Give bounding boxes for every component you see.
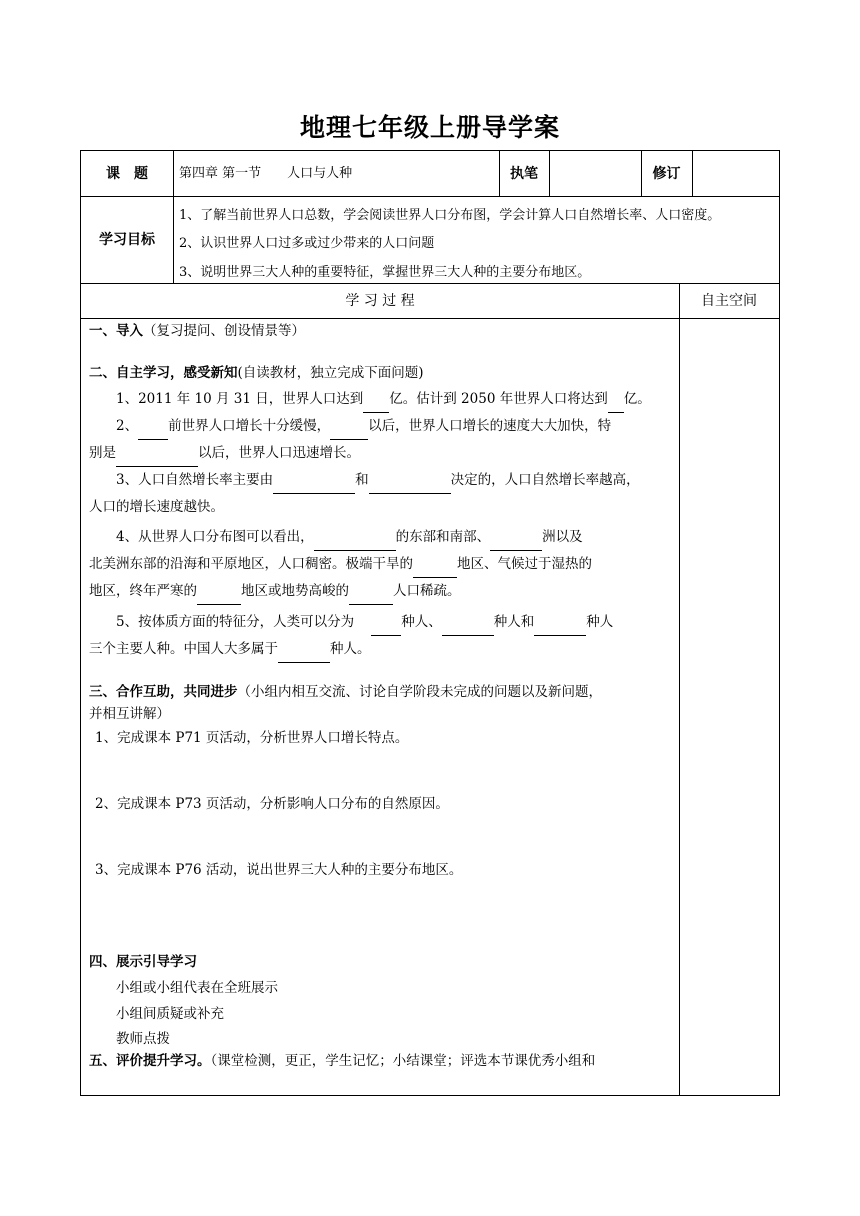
question-4-cont: 地区，终年严寒的 地区或地势高峻的 人口稀疏。: [89, 578, 679, 605]
col-divider: [679, 283, 680, 1095]
blank-field[interactable]: [273, 467, 355, 494]
process-content: [89, 318, 679, 1071]
col-divider: [692, 151, 693, 196]
revise-field[interactable]: [694, 157, 776, 191]
row-divider: [81, 196, 779, 197]
process-header: 学 习 过 程: [345, 293, 415, 309]
question-1: 1、2011 年 10 月 31 日，世界人口达到 亿。估计到 2050 年世界人口将达到 亿。: [89, 386, 679, 413]
question-2: 2、 前世界人口增长十分缓慢， 以后，世界人口增长的速度大大加快，特: [89, 413, 679, 440]
blank-field[interactable]: [330, 413, 368, 440]
row-divider: [81, 283, 779, 284]
showcase-item: 小组间质疑或补充: [116, 1006, 224, 1022]
question-5: 5、按体质方面的特征分，人类可以分为 种人、 种人和 种人: [89, 609, 679, 636]
blank-field[interactable]: [369, 467, 451, 494]
blank-field[interactable]: [138, 413, 168, 440]
question-3-cont: 人口的增长速度越快。: [89, 499, 224, 515]
objective-item: 1、了解当前世界人口总数，学会阅读世界人口分布图，学会计算人口自然增长率、人口密度。: [179, 208, 721, 223]
question-3: 3、人口自然增长率主要由 和 决定的，人口自然增长率越高，: [89, 467, 679, 494]
blank-field[interactable]: [371, 609, 401, 636]
question-5-cont: 三个主要人种。中国人大多属于 种人。: [89, 636, 679, 663]
blank-field[interactable]: [349, 578, 393, 605]
showcase-item: 教师点拨: [116, 1031, 170, 1047]
blank-field[interactable]: [116, 440, 198, 467]
worksheet-table: [80, 150, 780, 1096]
blank-field[interactable]: [534, 609, 586, 636]
blank-field[interactable]: [490, 524, 542, 551]
showcase-item: 小组或小组代表在全班展示: [116, 980, 278, 996]
question-2-cont: 别是 以后，世界人口迅速增长。: [89, 440, 679, 467]
section-evaluation: 五、评价提升学习。（课堂检测，更正，学生记忆；小结课堂；评选本节课优秀小组和: [89, 1053, 596, 1069]
self-space-header: 自主空间: [701, 293, 757, 309]
blank-field[interactable]: [278, 636, 330, 663]
topic-label: 课 题: [106, 166, 148, 182]
objectives-label: 学习目标: [99, 232, 155, 248]
section-cooperation: 三、合作互助，共同进步（小组内相互交流、讨论自学阶段未完成的问题以及新问题， 并相互讲解）: [89, 684, 602, 722]
coop-task-3: 3、完成课本 P76 活动，说出世界三大人种的主要分布地区。: [95, 862, 463, 878]
objective-item: 2、认识世界人口过多或过少带来的人口问题: [179, 236, 435, 251]
col-divider: [173, 151, 174, 283]
self-space-area[interactable]: [681, 321, 777, 1091]
document-title: 地理七年级上册导学案: [299, 113, 560, 142]
blank-field[interactable]: [608, 386, 624, 413]
question-4: 4、从世界人口分布图可以看出， 的东部和南部、 洲以及: [89, 524, 679, 551]
blank-field[interactable]: [363, 386, 389, 413]
objective-item: 3、说明世界三大人种的重要特征，掌握世界三大人种的主要分布地区。: [179, 265, 591, 280]
coop-task-1: 1、完成课本 P71 页活动，分析世界人口增长特点。: [95, 730, 409, 746]
blank-field[interactable]: [442, 609, 494, 636]
revise-label: 修订: [652, 166, 681, 182]
blank-field[interactable]: [314, 524, 396, 551]
blank-field[interactable]: [413, 551, 457, 578]
col-divider: [549, 151, 550, 196]
question-4-cont: 北美洲东部的沿海和平原地区，人口稠密。极端干旱的 地区、气候过于湿热的: [89, 551, 679, 578]
blank-field[interactable]: [197, 578, 241, 605]
coop-task-2: 2、完成课本 P73 页活动，分析影响人口分布的自然原因。: [95, 796, 449, 812]
section-self-study: 二、自主学习，感受新知(自读教材，独立完成下面问题): [89, 365, 424, 381]
section-showcase: 四、展示引导学习: [89, 954, 197, 970]
author-field[interactable]: [551, 157, 639, 191]
author-label: 执笔: [510, 166, 538, 182]
topic-value: 第四章 第一节 人口与人种: [179, 166, 353, 181]
section-intro: 一、导入（复习提问、创设情景等）: [89, 323, 305, 339]
